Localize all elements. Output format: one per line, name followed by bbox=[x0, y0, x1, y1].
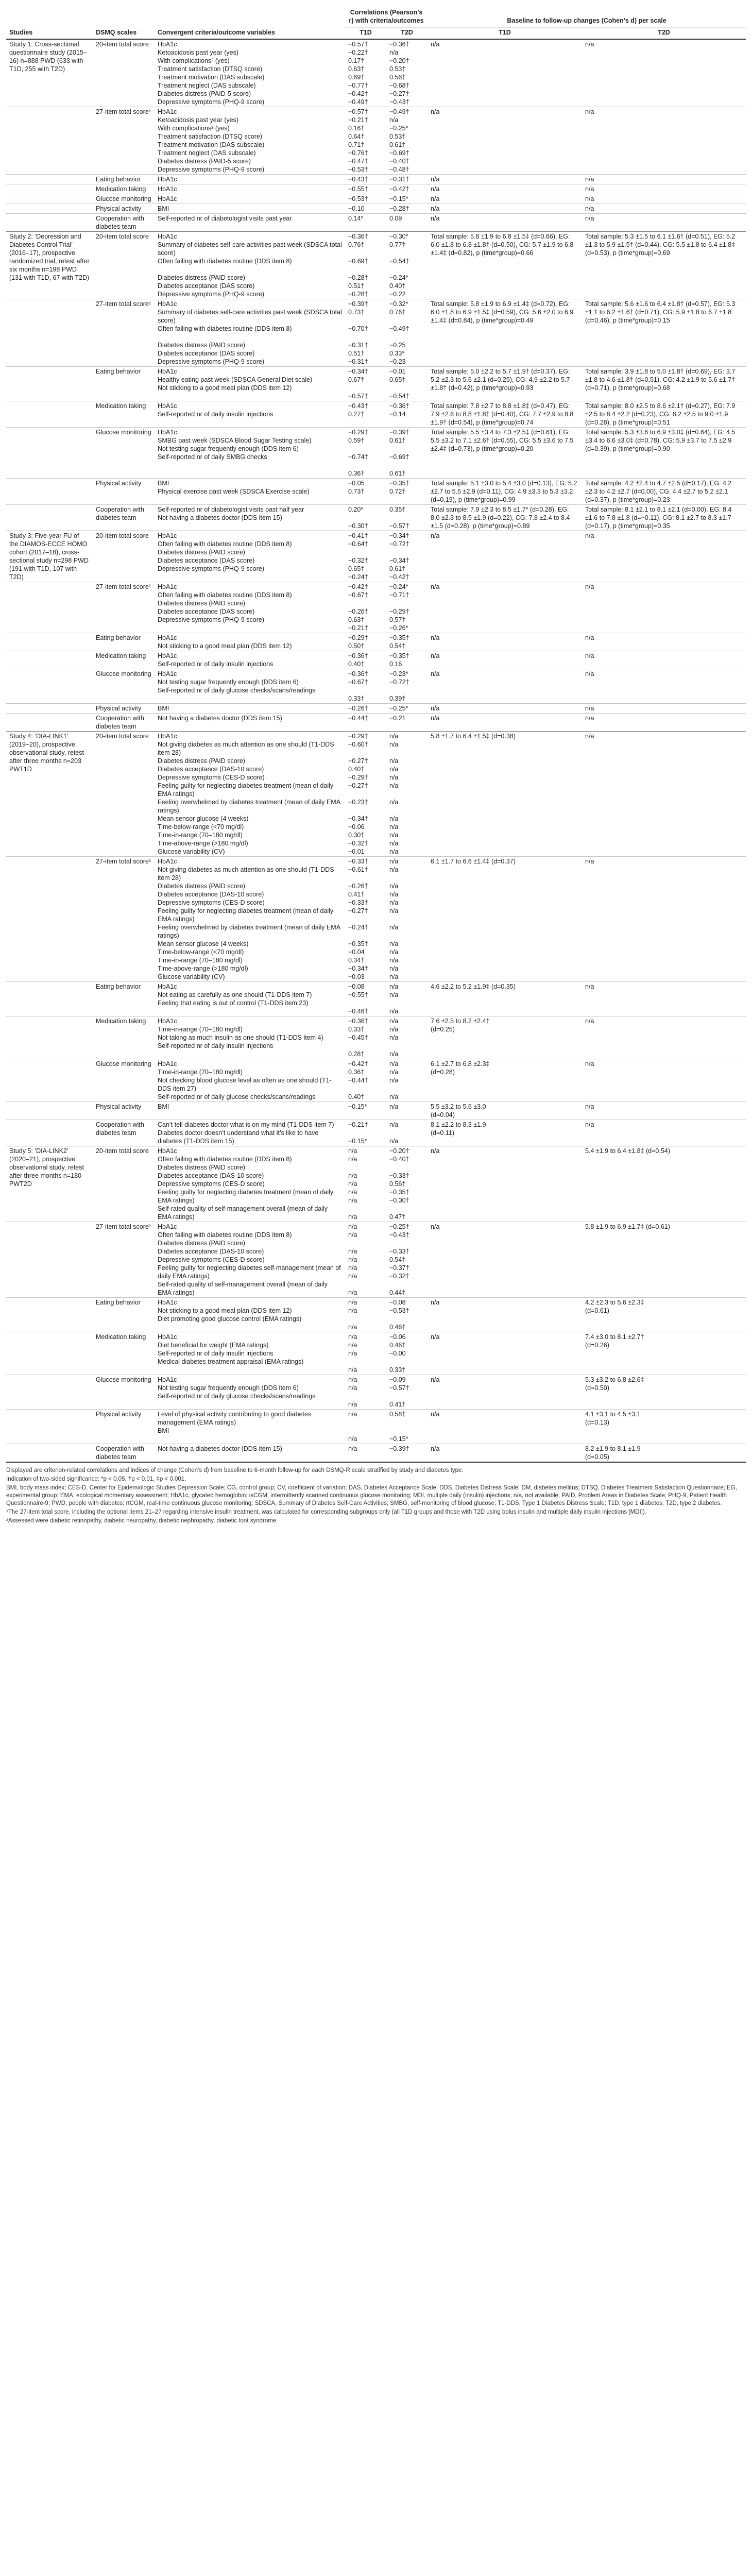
corr-t2d-cell: −0.35† 0.72† bbox=[386, 479, 428, 505]
criteria-cell: HbA1c Healthy eating past week (SDSCA General Diet scale) Not sticking to a good meal plan (DDS item 12) bbox=[155, 367, 345, 401]
study-cell bbox=[6, 194, 93, 204]
corr-t1d-cell: n/a n/a n/a bbox=[345, 1375, 386, 1410]
corr-t2d-cell: −0.21 bbox=[386, 714, 428, 732]
criteria-cell: HbA1c Not testing sugar frequently enough (DDS item 6) Self-reported nr of daily glucose checks/scans/readings bbox=[155, 669, 345, 704]
study-cell bbox=[6, 1375, 93, 1410]
table-row bbox=[6, 39, 746, 107]
corr-t1d-cell: 0.14* bbox=[345, 214, 386, 232]
scale-cell: Medication taking bbox=[93, 1016, 155, 1059]
table-row bbox=[6, 704, 746, 714]
corr-t1d-cell: −0.21† −0.15* bbox=[345, 1120, 386, 1146]
criteria-cell: HbA1c Ketoacidosis past year (yes) With complications² (yes) Treatment satisfaction (DTSQ score) Treatment motivation (DAS subscale) Treatment neglect (DAS subscale) Diabetes distress (PAID-5 score) Depressive symptoms (PHQ-9 score) bbox=[155, 39, 345, 107]
bsl-t2d-cell: Total sample: 8.1 ±2.1 to 8.1 ±2.1 (d=0.00), EG: 8.4 ±1.6 to 7.8 ±1.8 (d=−0.11), CG: 8.1 ±2.7 to 8.3 ±1.7 (d=0.17), p (time*group)=0.35 bbox=[582, 505, 746, 531]
criteria-cell: HbA1c SMBG past week (SDSCA Blood Sugar Testing scale) Not testing sugar frequently enough (DDS item 6) Self-reported nr of daily SMBG checks bbox=[155, 428, 345, 479]
bsl-t2d-cell: n/a bbox=[582, 194, 746, 204]
criteria-cell: BMI bbox=[155, 704, 345, 714]
study-cell bbox=[6, 175, 93, 184]
corr-t2d-cell: −0.31† bbox=[386, 175, 428, 184]
scale-cell: 20-item total score bbox=[93, 1146, 155, 1222]
bsl-t1d-cell: n/a bbox=[428, 194, 582, 204]
table-row bbox=[6, 204, 746, 214]
scale-cell: Cooperation with diabetes team bbox=[93, 1444, 155, 1462]
bsl-t1d-cell: 8.1 ±2.2 to 8.3 ±1.9 (d=0.11) bbox=[428, 1120, 582, 1146]
corr-t2d-cell: −0.36† n/a −0.20† 0.53† 0.56† −0.68† −0.27† −0.43† bbox=[386, 39, 428, 107]
corr-t1d-cell: n/a n/a n/a n/a n/a n/a n/a bbox=[345, 1222, 386, 1298]
corr-t2d-cell: −0.39† 0.61† −0.69† 0.61† bbox=[386, 428, 428, 479]
corr-t2d-cell: 0.58† −0.15* bbox=[386, 1410, 428, 1444]
bsl-t2d-cell: Total sample: 5.6 ±1.6 to 6.4 ±1.8† (d=0.57), EG: 5.3 ±1.1 to 6.2 ±1.6† (d=0.71), CG: 5.9 ±1.8 to 6.7 ±1.8 (d=0.46), p (time*group)=0.15 bbox=[582, 299, 746, 367]
table-footer-rule bbox=[6, 1462, 746, 1463]
corr-t2d-cell: −0.01 0.65† −0.54† bbox=[386, 367, 428, 401]
bsl-t2d-cell: n/a bbox=[582, 651, 746, 669]
corr-t1d-cell: −0.41† −0.64† −0.32† 0.65† −0.24† bbox=[345, 531, 386, 582]
bsl-t1d-cell: Total sample: 5.8 ±1.9 to 6.8 ±1.5‡ (d=0.66), EG: 6.0 ±1.8 to 6.8 ±1.8† (d=0.50), CG: 5.7 ±1.9 to 6.8 ±1.4‡ (d=0.82), p (time*group)=0.66 bbox=[428, 232, 582, 299]
bsl-t2d-cell: 5.3 ±3.2 to 6.8 ±2.6‡ (d=0.50) bbox=[582, 1375, 746, 1410]
corr-t2d-cell: n/a n/a n/a n/a n/a n/a n/a n/a n/a n/a n/a n/a bbox=[386, 732, 428, 857]
corr-t1d-cell: −0.44† bbox=[345, 714, 386, 732]
bsl-t2d-cell: n/a bbox=[582, 857, 746, 982]
table-row bbox=[6, 214, 746, 232]
scale-cell: Physical activity bbox=[93, 1410, 155, 1444]
criteria-cell: HbA1c bbox=[155, 194, 345, 204]
table-row bbox=[6, 194, 746, 204]
header-scales: DSMQ scales bbox=[93, 6, 155, 39]
criteria-cell: Self-reported nr of diabetologist visits past year bbox=[155, 214, 345, 232]
bsl-t1d-cell: n/a bbox=[428, 651, 582, 669]
corr-t2d-cell: −0.06 0.46† −0.00 0.33† bbox=[386, 1332, 428, 1375]
corr-t1d-cell: −0.15* bbox=[345, 1102, 386, 1120]
scale-cell: Glucose monitoring bbox=[93, 1375, 155, 1410]
study-cell bbox=[6, 1120, 93, 1146]
table-row bbox=[6, 669, 746, 704]
scale-cell: 20-item total score bbox=[93, 531, 155, 582]
corr-t1d-cell: −0.43† 0.27† bbox=[345, 401, 386, 428]
criteria-cell: Can’t tell diabetes doctor what is on my mind (T1-DDS item 7) Diabetes doctor doesn’t understand what it’s like to have diabetes (T1-DDS item 15) bbox=[155, 1120, 345, 1146]
bsl-t1d-cell: n/a bbox=[428, 1375, 582, 1410]
scale-cell: Physical activity bbox=[93, 479, 155, 505]
scale-cell: 27-item total score¹ bbox=[93, 1222, 155, 1298]
corr-t2d-cell: −0.36† −0.14 bbox=[386, 401, 428, 428]
scale-cell: 20-item total score bbox=[93, 732, 155, 857]
scale-cell: Physical activity bbox=[93, 204, 155, 214]
bsl-t1d-cell: n/a bbox=[428, 1332, 582, 1375]
bsl-t2d-cell: n/a bbox=[582, 39, 746, 107]
corr-t2d-cell: −0.28† bbox=[386, 204, 428, 214]
scale-cell: 27-item total score¹ bbox=[93, 299, 155, 367]
bsl-t2d-cell: 5.4 ±1.9 to 6.4 ±1.8‡ (d=0.54) bbox=[582, 1146, 746, 1222]
corr-t2d-cell: n/a n/a n/a n/a bbox=[386, 1016, 428, 1059]
scale-cell: Cooperation with diabetes team bbox=[93, 1120, 155, 1146]
table-row bbox=[6, 1102, 746, 1120]
study-cell bbox=[6, 479, 93, 505]
study-cell bbox=[6, 1444, 93, 1462]
bsl-t2d-cell: Total sample: 8.0 ±2.5 to 8.6 ±2.1† (d=0.27), EG: 7.9 ±2.5 to 8.4 ±2.2 (d=0.23), CG: 8.2 ±2.5 to 9.0 ±1.9 (d=0.28), p (time*group)=0.51 bbox=[582, 401, 746, 428]
bsl-t1d-cell: n/a bbox=[428, 669, 582, 704]
corr-t1d-cell: −0.29† 0.50† bbox=[345, 633, 386, 651]
table-row bbox=[6, 1298, 746, 1332]
scale-cell: Glucose monitoring bbox=[93, 428, 155, 479]
scale-cell: Eating behavior bbox=[93, 175, 155, 184]
study-cell bbox=[6, 704, 93, 714]
study-cell: Study 4: ‘DIA-LINK1’ (2019–20), prospective observational study, retest after three months n=203 PWT1D bbox=[6, 732, 93, 857]
bsl-t2d-cell: n/a bbox=[582, 704, 746, 714]
table-row bbox=[6, 1332, 746, 1375]
bsl-t1d-cell: Total sample: 5.0 ±2.2 to 5.7 ±1.9† (d=0.37), EG: 5.2 ±2.3 to 5.6 ±2.1 (d=0.25), CG: 4.9 ±2.2 to 5.7 ±1.8† (d=0.42), p (time*group)=0.93 bbox=[428, 367, 582, 401]
corr-t1d-cell: −0.05 0.73† bbox=[345, 479, 386, 505]
corr-t1d-cell: n/a bbox=[345, 1444, 386, 1462]
bsl-t2d-cell: Total sample: 5.3 ±1.5 to 6.1 ±1.6† (d=0.51), EG: 5.2 ±1.3 to 5.9 ±1.5† (d=0.44), CG: 5.5 ±1.8 to 6.4 ±1.8‡ (d=0.53), p (time*group)=0.69 bbox=[582, 232, 746, 299]
scale-cell: Physical activity bbox=[93, 704, 155, 714]
study-cell bbox=[6, 1332, 93, 1375]
bsl-t2d-cell: n/a bbox=[582, 732, 746, 857]
table-row bbox=[6, 1410, 746, 1444]
corr-t2d-cell: n/a bbox=[386, 1102, 428, 1120]
table-row bbox=[6, 857, 746, 982]
study-cell bbox=[6, 714, 93, 732]
table-container bbox=[6, 6, 746, 1525]
criteria-cell: HbA1c bbox=[155, 175, 345, 184]
bsl-t2d-cell: n/a bbox=[582, 1102, 746, 1120]
bsl-t2d-cell: Total sample: 4.2 ±2.4 to 4.7 ±2.5 (d=0.17), EG: 4.2 ±2.3 to 4.2 ±2.7 (d=0.00), CG: 4.4 ±2.7 to 5.2 ±2.1 (d=0.37), p (time*group)=0.23 bbox=[582, 479, 746, 505]
bsl-t1d-cell: 6.1 ±1.7 to 6.6 ±1.4‡ (d=0.37) bbox=[428, 857, 582, 982]
bsl-t2d-cell: n/a bbox=[582, 214, 746, 232]
bsl-t2d-cell: Total sample: 3.9 ±1.8 to 5.0 ±1.8† (d=0.69), EG: 3.7 ±1.8 to 4.6 ±1.8† (d=0.51), CG: 4.2 ±1.9 to 5.6 ±1.7† (d=0.71), p (time*group)=0.68 bbox=[582, 367, 746, 401]
study-cell bbox=[6, 1410, 93, 1444]
corr-t2d-cell: −0.34† −0.72† −0.34† 0.61† −0.42† bbox=[386, 531, 428, 582]
scale-cell: Medication taking bbox=[93, 651, 155, 669]
scale-cell: 20-item total score bbox=[93, 39, 155, 107]
scale-cell: Medication taking bbox=[93, 401, 155, 428]
table-row bbox=[6, 505, 746, 531]
scale-cell: Eating behavior bbox=[93, 367, 155, 401]
corr-t2d-cell: 0.09 bbox=[386, 214, 428, 232]
criteria-cell: HbA1c Not sticking to a good meal plan (DDS item 12) Diet promoting good glucose control (EMA ratings) bbox=[155, 1298, 345, 1332]
header-bsl-t1d: T1D bbox=[428, 27, 582, 40]
bsl-t2d-cell: 7.4 ±3.0 to 8.1 ±2.7† (d=0.26) bbox=[582, 1332, 746, 1375]
bsl-t2d-cell: 8.2 ±1.9 to 8.1 ±1.9 (d=0.05) bbox=[582, 1444, 746, 1462]
criteria-cell: HbA1c Not testing sugar frequently enough (DDS item 6) Self-reported nr of daily glucose checks/scans/readings bbox=[155, 1375, 345, 1410]
bsl-t1d-cell: n/a bbox=[428, 107, 582, 175]
table-row bbox=[6, 479, 746, 505]
bsl-t2d-cell: Total sample: 5.3 ±3.6 to 6.9 ±3.0‡ (d=0.64), EG: 4.5 ±3.4 to 6.6 ±3.0‡ (d=0.78), CG: 5.9 ±3.7 to 7.5 ±2.9 (d=0.39), p (time*group)=0.90 bbox=[582, 428, 746, 479]
criteria-cell: BMI Physical exercise past week (SDSCA Exercise scale) bbox=[155, 479, 345, 505]
table-notes bbox=[6, 1467, 746, 1525]
criteria-cell: HbA1c Summary of diabetes self-care activities past week (SDSCA total score) Often failing with diabetes routine (DDS item 8) Diabetes distress (PAID score) Diabetes acceptance (DAS score) Depressive symptoms (PHQ-9 score) bbox=[155, 299, 345, 367]
table-row bbox=[6, 732, 746, 857]
bsl-t1d-cell: 5.8 ±1.7 to 6.4 ±1.5‡ (d=0.38) bbox=[428, 732, 582, 857]
study-cell: Study 2: ‘Depression and Diabetes Control Trial’ (2016–17), prospective randomized trial, retest after six months n=198 PWD (131 with T1D, 67 with T2D) bbox=[6, 232, 93, 299]
scale-cell: Glucose monitoring bbox=[93, 194, 155, 204]
bsl-t2d-cell: n/a bbox=[582, 982, 746, 1016]
study-cell bbox=[6, 214, 93, 232]
study-cell bbox=[6, 633, 93, 651]
table-row bbox=[6, 232, 746, 299]
bsl-t1d-cell: n/a bbox=[428, 582, 582, 633]
scale-cell: Glucose monitoring bbox=[93, 669, 155, 704]
bsl-t2d-cell: n/a bbox=[582, 714, 746, 732]
study-cell: Study 5: ‘DIA-LINK2’ (2020–21), prospective observational study, retest after three months n=180 PWT2D bbox=[6, 1146, 93, 1222]
bsl-t1d-cell: n/a bbox=[428, 1222, 582, 1298]
bsl-t2d-cell: 5.8 ±1.9 to 6.9 ±1.7‡ (d=0.61) bbox=[582, 1222, 746, 1298]
criteria-cell: HbA1c Often failing with diabetes routine (DDS item 8) Diabetes distress (PAID score) Diabetes acceptance (DAS score) Depressive symptoms (PHQ-9 score) bbox=[155, 531, 345, 582]
corr-t1d-cell: −0.42† −0.67† −0.26† 0.63† −0.21† bbox=[345, 582, 386, 633]
study-cell bbox=[6, 651, 93, 669]
criteria-cell: HbA1c Time-in-range (70–180 mg/dl) Not checking blood glucose level as often as one should (T1-DDS item 27) Self-reported nr of daily glucose checks/scans/readings bbox=[155, 1059, 345, 1102]
table-row bbox=[6, 1146, 746, 1222]
bsl-t1d-cell: n/a bbox=[428, 1410, 582, 1444]
corr-t2d-cell: −0.09 −0.57† 0.41† bbox=[386, 1375, 428, 1410]
corr-t1d-cell: n/a n/a bbox=[345, 1410, 386, 1444]
bsl-t2d-cell: n/a bbox=[582, 1059, 746, 1102]
table-row bbox=[6, 107, 746, 175]
bsl-t2d-cell: 4.2 ±2.3 to 5.6 ±2.3‡ (d=0.61) bbox=[582, 1298, 746, 1332]
bsl-t1d-cell: Total sample: 5.1 ±3.0 to 5.4 ±3.0 (d=0.13), EG: 5.2 ±2.7 to 5.5 ±2.9 (d=0.11), CG: 4.9 ±3.3 to 5.3 ±3.2 (d=0.19), p (time*group)=0.99 bbox=[428, 479, 582, 505]
study-cell bbox=[6, 428, 93, 479]
bsl-t1d-cell: n/a bbox=[428, 714, 582, 732]
criteria-cell: HbA1c bbox=[155, 184, 345, 194]
criteria-cell: HbA1c Not giving diabetes as much attention as one should (T1-DDS item 28) Diabetes distress (PAID score) Diabetes acceptance (DAS-10 score) Depressive symptoms (CES-D score) Feeling guilty for neglecting diabetes treatment (mean of daily EMA ratings) Feeling overwhelmed by diabetes treatment (mean of daily EMA ratings) Mean sensor glucose (4 weeks) Time-below-range (<70 mg/dl) Time-in-range (70–180 mg/dl) Time-above-range (>180 mg/dl) Glucose variability (CV) bbox=[155, 857, 345, 982]
criteria-cell: HbA1c Self-reported nr of daily insulin injections bbox=[155, 651, 345, 669]
criteria-cell: HbA1c Often failing with diabetes routine (DDS item 8) Diabetes distress (PAID score) Diabetes acceptance (DAS score) Depressive symptoms (PHQ-9 score) bbox=[155, 582, 345, 633]
corr-t1d-cell: −0.36† 0.40† bbox=[345, 651, 386, 669]
bsl-t1d-cell: n/a bbox=[428, 1444, 582, 1462]
bsl-t1d-cell: n/a bbox=[428, 1146, 582, 1222]
study-cell bbox=[6, 505, 93, 531]
criteria-cell: HbA1c Summary of diabetes self-care activities past week (SDSCA total score) Often failing with diabetes routine (DDS item 8) Diabetes distress (PAID score) Diabetes acceptance (DAS score) Depressive symptoms (PHQ-9 score) bbox=[155, 232, 345, 299]
table-row bbox=[6, 401, 746, 428]
table-row bbox=[6, 982, 746, 1016]
criteria-cell: BMI bbox=[155, 1102, 345, 1120]
criteria-cell: HbA1c Diet beneficial for weight (EMA ratings) Self-reported nr of daily insulin injections Medical diabetes treatment appraisal (EMA ratings) bbox=[155, 1332, 345, 1375]
corr-t2d-cell: −0.15* bbox=[386, 194, 428, 204]
scale-cell: Physical activity bbox=[93, 1102, 155, 1120]
corr-t1d-cell: −0.53† bbox=[345, 194, 386, 204]
scale-cell: 20-item total score bbox=[93, 232, 155, 299]
scale-cell: Cooperation with diabetes team bbox=[93, 505, 155, 531]
bsl-t1d-cell: n/a bbox=[428, 214, 582, 232]
header-corr-t1d: T1D bbox=[345, 27, 386, 40]
criteria-cell: HbA1c Time-in-range (70–180 mg/dl) Not taking as much insulin as one should (T1-DDS item 4) Self-reported nr of daily insulin injections bbox=[155, 1016, 345, 1059]
corr-t2d-cell: 0.35† −0.57† bbox=[386, 505, 428, 531]
bsl-t2d-cell: n/a bbox=[582, 184, 746, 194]
corr-t1d-cell: −0.36† 0.33† −0.45† 0.28† bbox=[345, 1016, 386, 1059]
criteria-cell: HbA1c Often failing with diabetes routine (DDS item 8) Diabetes distress (PAID score) Diabetes acceptance (DAS-10 score) Depressive symptoms (CES-D score) Feeling guilty for neglecting diabetes treatment (mean of daily EMA ratings) Self-rated quality of self-management overall (mean of daily EMA ratings) bbox=[155, 1146, 345, 1222]
table-row bbox=[6, 428, 746, 479]
corr-t2d-cell: −0.30* 0.77† −0.54† −0.24* 0.40† −0.22 bbox=[386, 232, 428, 299]
bsl-t2d-cell: n/a bbox=[582, 107, 746, 175]
bsl-t1d-cell: n/a bbox=[428, 39, 582, 107]
study-cell bbox=[6, 1059, 93, 1102]
table-row bbox=[6, 1016, 746, 1059]
criteria-cell: HbA1c Not sticking to a good meal plan (DDS item 12) bbox=[155, 633, 345, 651]
corr-t1d-cell: n/a n/a n/a n/a bbox=[345, 1332, 386, 1375]
bsl-t2d-cell: n/a bbox=[582, 1120, 746, 1146]
study-cell bbox=[6, 401, 93, 428]
corr-t2d-cell: −0.35† 0.16 bbox=[386, 651, 428, 669]
corr-t1d-cell: −0.10 bbox=[345, 204, 386, 214]
corr-t2d-cell: −0.25* bbox=[386, 704, 428, 714]
table-body bbox=[6, 39, 746, 1462]
table-row bbox=[6, 299, 746, 367]
bsl-t1d-cell: n/a bbox=[428, 531, 582, 582]
study-cell bbox=[6, 582, 93, 633]
table-row bbox=[6, 175, 746, 184]
corr-t1d-cell: −0.29† −0.60† −0.27† 0.40† −0.29† −0.27† −0.23† −0.34† −0.06 0.30† −0.32† −0.01 bbox=[345, 732, 386, 857]
scale-cell: Eating behavior bbox=[93, 982, 155, 1016]
corr-t2d-cell: −0.23* −0.72† 0.39† bbox=[386, 669, 428, 704]
study-cell bbox=[6, 1102, 93, 1120]
header-baseline-changes: Baseline to follow-up changes (Cohen’s d) per scale bbox=[428, 6, 746, 27]
bsl-t2d-cell: n/a bbox=[582, 204, 746, 214]
bsl-t1d-cell: 5.5 ±3.2 to 5.6 ±3.0 (d=0.04) bbox=[428, 1102, 582, 1120]
header-studies: Studies bbox=[6, 6, 93, 39]
corr-t1d-cell: −0.08 −0.55† −0.46† bbox=[345, 982, 386, 1016]
table-row bbox=[6, 651, 746, 669]
bsl-t2d-cell: n/a bbox=[582, 175, 746, 184]
header-criteria: Convergent criteria/outcome variables bbox=[155, 6, 345, 39]
scale-cell: Glucose monitoring bbox=[93, 1059, 155, 1102]
corr-t1d-cell: −0.39† 0.73† −0.70† −0.31† 0.51† −0.31† bbox=[345, 299, 386, 367]
corr-t1d-cell: n/a n/a n/a n/a n/a n/a n/a bbox=[345, 1146, 386, 1222]
corr-t2d-cell: −0.25† −0.43† −0.33† 0.54† −0.37† −0.32† 0.44† bbox=[386, 1222, 428, 1298]
study-cell: Study 1: Cross-sectional questionnaire study (2015–16) n=888 PWD (633 with T1D, 255 with T2D) bbox=[6, 39, 93, 107]
header-correlations: Correlations (Pearson’s r) with criteria/outcomes bbox=[345, 6, 428, 27]
corr-t2d-cell: n/a n/a n/a n/a n/a n/a n/a n/a n/a n/a n/a n/a bbox=[386, 857, 428, 982]
bsl-t2d-cell: n/a bbox=[582, 531, 746, 582]
corr-t1d-cell: −0.33† −0.61† −0.26† 0.41† −0.33† −0.27† −0.24† −0.35† −0.04 0.34† −0.34† −0.03 bbox=[345, 857, 386, 982]
corr-t1d-cell: −0.57† −0.22† 0.17† 0.63† 0.69† −0.77† −0.42† −0.49† bbox=[345, 39, 386, 107]
bsl-t2d-cell: n/a bbox=[582, 633, 746, 651]
criteria-cell: Not having a diabetes doctor (DDS item 15) bbox=[155, 714, 345, 732]
bsl-t2d-cell: n/a bbox=[582, 669, 746, 704]
corr-t1d-cell: 0.20* −0.30† bbox=[345, 505, 386, 531]
table-row bbox=[6, 184, 746, 194]
table-row bbox=[6, 582, 746, 633]
bsl-t1d-cell: n/a bbox=[428, 175, 582, 184]
scale-cell: 27-item total score¹ bbox=[93, 582, 155, 633]
corr-t1d-cell: −0.55† bbox=[345, 184, 386, 194]
corr-t1d-cell: −0.36† −0.67† 0.33† bbox=[345, 669, 386, 704]
bsl-t1d-cell: Total sample: 5.8 ±1.9 to 6.9 ±1.4‡ (d=0.72), EG: 6.0 ±1.8 to 6.9 ±1.5‡ (d=0.59), CG: 5.6 ±2.0 to 6.9 ±1.4‡ (d=0.84), p (time*group)=0.49 bbox=[428, 299, 582, 367]
table-row bbox=[6, 714, 746, 732]
criteria-cell: HbA1c Often failing with diabetes routine (DDS item 8) Diabetes distress (PAID score) Diabetes acceptance (DAS-10 score) Depressive symptoms (CES-D score) Feeling guilty for neglecting diabetes self-management (mean of daily EMA ratings) Self-rated quality of self-management overall (mean of daily EMA ratings) bbox=[155, 1222, 345, 1298]
bsl-t1d-cell: Total sample: 7.9 ±2.3 to 8.5 ±1.7* (d=0.28), EG: 8.0 ±2.3 to 8.5 ±1.9 (d=0.22), CG: 7.8 ±2.4 to 8.4 ±1.5 (d=0.28), p (time*group)=0.89 bbox=[428, 505, 582, 531]
criteria-cell: HbA1c Not eating as carefully as one should (T1-DDS item 7) Feeling that eating is out of control (T1-DDS item 23) bbox=[155, 982, 345, 1016]
bsl-t1d-cell: n/a bbox=[428, 184, 582, 194]
scale-cell: Medication taking bbox=[93, 184, 155, 194]
corr-t2d-cell: n/a n/a n/a n/a bbox=[386, 1059, 428, 1102]
criteria-cell: HbA1c Self-reported nr of daily insulin injections bbox=[155, 401, 345, 428]
table-row bbox=[6, 1222, 746, 1298]
note-line: ²Assessed were diabetic retinopathy, diabetic neuropathy, diabetic nephropathy, diabetic foot syndrome. bbox=[6, 1518, 278, 1524]
header-corr-t2d: T2D bbox=[386, 27, 428, 40]
table-row bbox=[6, 633, 746, 651]
study-cell bbox=[6, 1016, 93, 1059]
corr-t2d-cell: −0.42† bbox=[386, 184, 428, 194]
corr-t1d-cell: −0.34† 0.67† −0.57† bbox=[345, 367, 386, 401]
bsl-t1d-cell: n/a bbox=[428, 704, 582, 714]
scale-cell: 27-item total score¹ bbox=[93, 857, 155, 982]
table-row bbox=[6, 1059, 746, 1102]
bsl-t1d-cell: Total sample: 5.5 ±3.4 to 7.3 ±2.5‡ (d=0.61), EG: 5.5 ±3.2 to 7.1 ±2.6† (d=0.55), CG: 5.5 ±3.6 to 7.5 ±2.4‡ (d=0.73), p (time*group)=0.20 bbox=[428, 428, 582, 479]
results-table bbox=[6, 6, 746, 1462]
scale-cell: Cooperation with diabetes team bbox=[93, 714, 155, 732]
table-row bbox=[6, 367, 746, 401]
corr-t1d-cell: −0.57† −0.21† 0.16† 0.64† 0.71† −0.76† −0.47† −0.53† bbox=[345, 107, 386, 175]
corr-t2d-cell: −0.49† n/a −0.25* 0.53† 0.61† −0.69† −0.40† −0.48† bbox=[386, 107, 428, 175]
study-cell: Study 3: Five-year FU of the DIAMOS-ECCE HOMO cohort (2017–18), cross-sectional study n=298 PWD (191 with T1D, 107 with T2D) bbox=[6, 531, 93, 582]
study-cell bbox=[6, 1298, 93, 1332]
corr-t1d-cell: −0.42† 0.36† −0.44† 0.40† bbox=[345, 1059, 386, 1102]
corr-t2d-cell: −0.08 −0.53† 0.46† bbox=[386, 1298, 428, 1332]
corr-t2d-cell: −0.35† 0.54† bbox=[386, 633, 428, 651]
bsl-t1d-cell: n/a bbox=[428, 204, 582, 214]
note-line: ¹The 27-item total score, including the optional items 21–27 regarding intensive insulin treatment, was calculated for corresponding subgroups only (all T1D groups and those with T2D using bolus insulin and multiple daily insulin injections [MDI]). bbox=[6, 1509, 646, 1515]
criteria-cell: Level of physical activity contributing to good diabetes management (EMA ratings) BMI bbox=[155, 1410, 345, 1444]
corr-t1d-cell: −0.36† 0.76† −0.69† −0.28† 0.51† −0.28† bbox=[345, 232, 386, 299]
corr-t2d-cell: n/a n/a bbox=[386, 1120, 428, 1146]
bsl-t1d-cell: Total sample: 7.8 ±2.7 to 8.8 ±1.8‡ (d=0.47), EG: 7.9 ±2.6 to 8.8 ±1.8† (d=0.40), CG: 7.7 ±2.9 to 8.8 ±1.9† (d=0.54), p (time*group)=0.74 bbox=[428, 401, 582, 428]
table-row bbox=[6, 531, 746, 582]
bsl-t1d-cell: 4.6 ±2.2 to 5.2 ±1.9‡ (d=0.35) bbox=[428, 982, 582, 1016]
corr-t1d-cell: −0.29† 0.59† −0.74† 0.36† bbox=[345, 428, 386, 479]
note-line: BMI, body mass index; CES-D, Center for Epidemiologic Studies Depression Scale; CG, control group; CV, coefficient of variation; DAS, Diabetes Acceptance Scale; DDS, Diabetes Distress Scale; DM, diabetes mellitus; DTSQ, Diabetes Treatment Satisfaction Questionnaire; EG, experimental group; EMA, ecological momentary assessment; HbA1c, glycated hemoglobin; isCGM, intermittently scanned continuous glucose monitoring; MDI, multiple daily (insulin) injections; n/a, not available; PAID, Problem Areas in Diabetes Scale; PHQ-9, Patient Health Questionnaire-9; PWD, people with diabetes; rtCGM, real-time continuous glucose monitoring; SDSCA, Summary of Diabetes Self-Care Activities; SMBG, self-monitoring of blood glucose; T1-DDS, Type 1 Diabetes Distress Scale; T1D, type 1 diabetes; T2D, type 2 diabetes. bbox=[6, 1485, 737, 1506]
study-cell bbox=[6, 299, 93, 367]
header-bsl-t2d: T2D bbox=[582, 27, 746, 40]
bsl-t2d-cell: n/a bbox=[582, 582, 746, 633]
scale-cell: Eating behavior bbox=[93, 1298, 155, 1332]
bsl-t2d-cell: 4.1 ±3.1 to 4.5 ±3.1 (d=0.13) bbox=[582, 1410, 746, 1444]
study-cell bbox=[6, 1222, 93, 1298]
study-cell bbox=[6, 982, 93, 1016]
bsl-t1d-cell: n/a bbox=[428, 1298, 582, 1332]
bsl-t2d-cell: n/a bbox=[582, 1016, 746, 1059]
note-line: Indication of two-sided significance: *p < 0.05, †p < 0.01, ‡p < 0.001. bbox=[6, 1476, 186, 1482]
bsl-t1d-cell: 7.6 ±2.5 to 8.2 ±2.4† (d=0.25) bbox=[428, 1016, 582, 1059]
scale-cell: Cooperation with diabetes team bbox=[93, 214, 155, 232]
note-line: Displayed are criterion-related correlations and indices of change (Cohen’s d) from baseline to 6-month follow-up for each DSMQ-R scale stratified by study and diabetes type. bbox=[6, 1467, 464, 1473]
bsl-t1d-cell: 6.1 ±2.7 to 6.8 ±2.3‡ (d=0.28) bbox=[428, 1059, 582, 1102]
criteria-cell: BMI bbox=[155, 204, 345, 214]
study-cell bbox=[6, 669, 93, 704]
scale-cell: Medication taking bbox=[93, 1332, 155, 1375]
corr-t2d-cell: −0.20† −0.40† −0.33† 0.56† −0.35† −0.30† 0.47† bbox=[386, 1146, 428, 1222]
criteria-cell: HbA1c Not giving diabetes as much attention as one should (T1-DDS item 28) Diabetes distress (PAID score) Diabetes acceptance (DAS-10 score) Depressive symptoms (CES-D score) Feeling guilty for neglecting diabetes treatment (mean of daily EMA ratings) Feeling overwhelmed by diabetes treatment (mean of daily EMA ratings) Mean sensor glucose (4 weeks) Time-below-range (<70 mg/dl) Time-in-range (70–180 mg/dl) Time-above-range (>180 mg/dl) Glucose variability (CV) bbox=[155, 732, 345, 857]
study-cell bbox=[6, 184, 93, 194]
corr-t2d-cell: −0.39† bbox=[386, 1444, 428, 1462]
criteria-cell: Not having a diabetes doctor (DDS item 15) bbox=[155, 1444, 345, 1462]
corr-t2d-cell: n/a n/a n/a bbox=[386, 982, 428, 1016]
corr-t2d-cell: −0.32* 0.76† −0.49† −0.25 0.33* −0.23 bbox=[386, 299, 428, 367]
criteria-cell: Self-reported nr of diabetologist visits past half year Not having a diabetes doctor (DDS item 15) bbox=[155, 505, 345, 531]
corr-t1d-cell: −0.43† bbox=[345, 175, 386, 184]
study-cell bbox=[6, 367, 93, 401]
study-cell bbox=[6, 204, 93, 214]
study-cell bbox=[6, 857, 93, 982]
scale-cell: Eating behavior bbox=[93, 633, 155, 651]
corr-t1d-cell: −0.26† bbox=[345, 704, 386, 714]
bsl-t1d-cell: n/a bbox=[428, 633, 582, 651]
table-row bbox=[6, 1444, 746, 1462]
table-row bbox=[6, 1375, 746, 1410]
study-cell bbox=[6, 107, 93, 175]
scale-cell: 27-item total score¹ bbox=[93, 107, 155, 175]
corr-t2d-cell: −0.24* −0.71† −0.29† 0.57† −0.26* bbox=[386, 582, 428, 633]
table-row bbox=[6, 1120, 746, 1146]
corr-t1d-cell: n/a n/a n/a bbox=[345, 1298, 386, 1332]
criteria-cell: HbA1c Ketoacidosis past year (yes) With complications² (yes) Treatment satisfaction (DTSQ score) Treatment motivation (DAS subscale) Treatment neglect (DAS subscale) Diabetes distress (PAID-5 score) Depressive symptoms (PHQ-9 score) bbox=[155, 107, 345, 175]
